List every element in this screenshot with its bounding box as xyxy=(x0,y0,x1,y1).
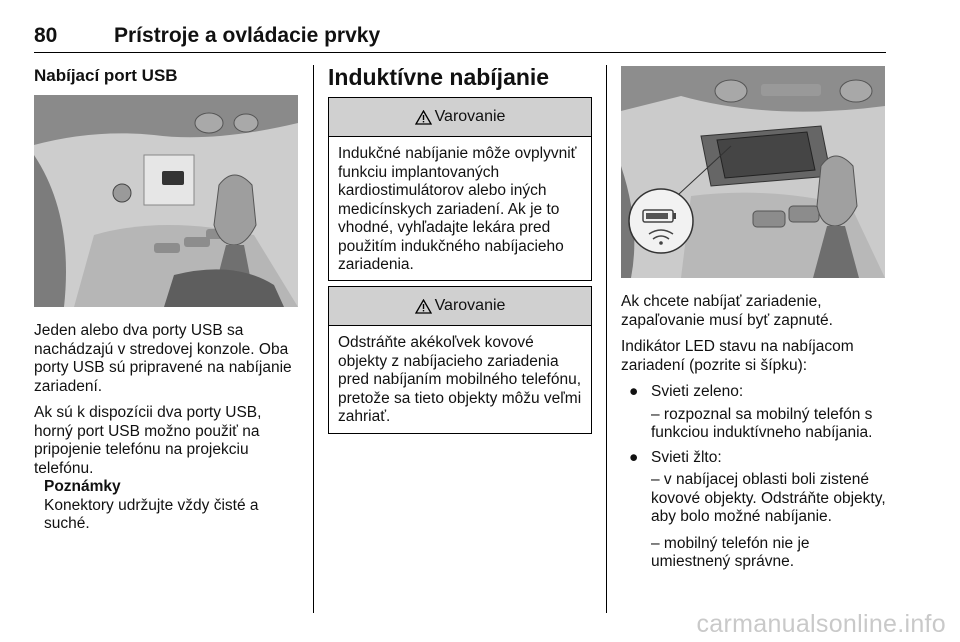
note-title: Poznámky xyxy=(44,478,121,495)
warning-triangle-icon xyxy=(415,110,432,125)
watermark: carmanualsonline.info xyxy=(696,610,946,638)
warning-triangle-icon xyxy=(415,299,432,314)
paragraph: Jeden alebo dva porty USB sa nachádzajú v stredovej konzole. Oba porty USB sú pripravené na nabíjanie zariadení. xyxy=(34,322,292,395)
usb-port-illustration xyxy=(34,95,298,307)
paragraph: Ak chcete nabíjať zariadenie, zapaľovanie musí byť zapnuté. xyxy=(621,293,833,329)
running-title: Prístroje a ovládacie prvky xyxy=(114,24,381,47)
usb-description xyxy=(34,322,300,486)
column-divider xyxy=(606,65,607,613)
warning-label: Varovanie xyxy=(434,297,506,314)
warning-box-1 xyxy=(328,97,592,281)
list-item xyxy=(621,383,887,443)
led-status-list xyxy=(621,383,887,572)
list-item-title: Svieti zeleno: xyxy=(651,383,744,400)
paragraph: Ak sú k dispozícii dva porty USB, horný port USB možno použiť na pripojenie telefónu na projekciu telefónu. xyxy=(34,404,262,477)
inductive-charger-illustration xyxy=(621,66,885,278)
list-item-detail: – rozpoznal sa mobilný telefón s funkciou induktívneho nabíjania. xyxy=(651,405,873,441)
page-header xyxy=(34,22,886,53)
bullet-icon: ● xyxy=(629,448,639,466)
warning-header xyxy=(329,98,591,137)
bullet-icon: ● xyxy=(629,383,639,400)
page-number: 80 xyxy=(34,24,58,47)
warning-header xyxy=(329,287,591,326)
column-divider xyxy=(313,65,314,613)
list-item-detail: – mobilný telefón nie je umiestnený správne. xyxy=(651,534,810,570)
note-text: Konektory udržujte vždy čisté a suché. xyxy=(44,496,259,532)
warning-text: Indukčné nabíjanie môže ovplyvniť funkciu implantovaných kardiostimulátorov alebo iných medicínskych zariadení. Ak je to vhodné, vyhľadajte lekára pred použitím indukčného nabíjacieho zariadenia. xyxy=(338,145,577,273)
warning-box-2 xyxy=(328,286,592,434)
warning-text: Odstráňte akékoľvek kovové objekty z nabíjacieho zariadenia pred nabíjaním mobilného telefónu, pretože sa tieto objekty môžu veľmi zahriať. xyxy=(338,334,582,425)
list-item-title: Svieti žlto: xyxy=(651,448,722,466)
list-item xyxy=(621,449,887,572)
charging-description xyxy=(621,293,887,578)
warning-label: Varovanie xyxy=(434,108,506,125)
list-item-detail: – v nabíjacej oblasti boli zistené kovové objekty. Odstráňte objekty, aby bolo možné nabíjanie. xyxy=(651,471,886,525)
paragraph: Indikátor LED stavu na nabíjacom zariadení (pozrite si šípku): xyxy=(621,338,854,374)
note-box xyxy=(44,478,298,534)
section-heading-inductive: Induktívne nabíjanie xyxy=(328,64,550,90)
section-heading-usb: Nabíjací port USB xyxy=(34,66,178,85)
